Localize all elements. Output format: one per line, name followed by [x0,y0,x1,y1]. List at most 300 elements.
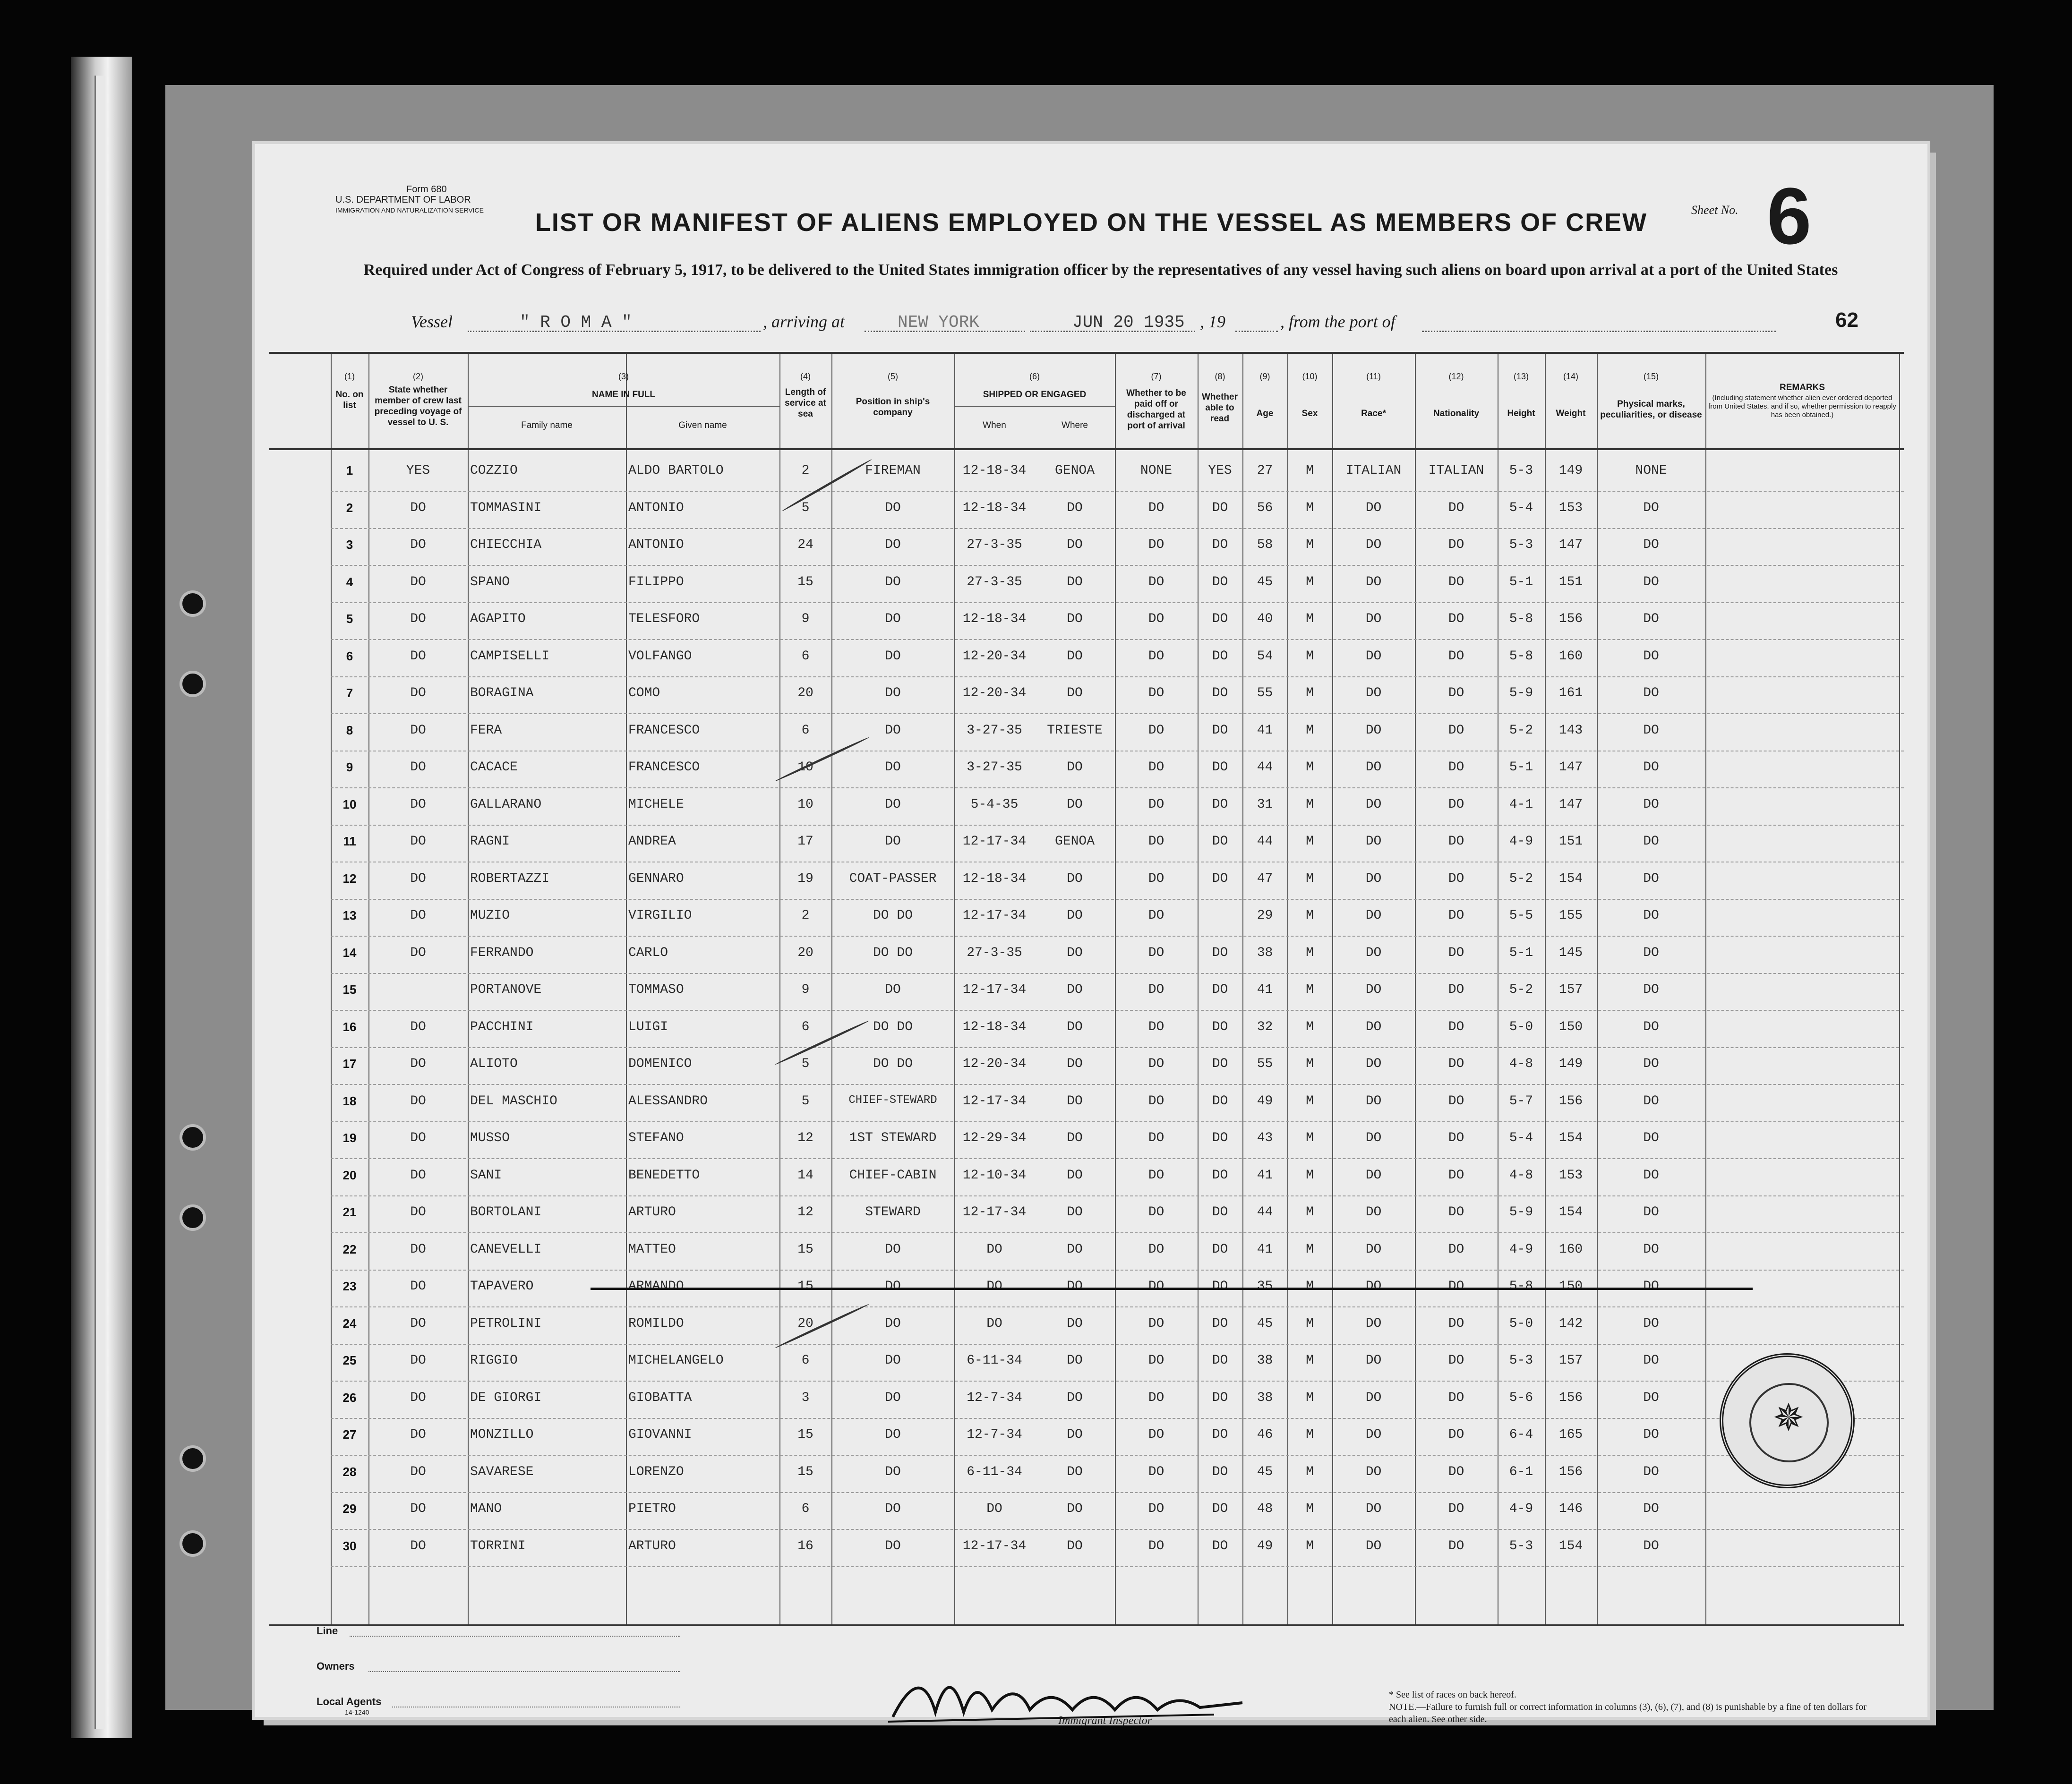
weight-cell: 153 [1558,500,1583,515]
position-cell: DO [885,1279,901,1294]
age-cell: 49 [1257,1093,1273,1109]
sheet-label: Sheet No. [1691,203,1738,217]
paid-off-cell: DO [1148,1390,1164,1405]
paid-off-cell: DO [1148,1093,1164,1109]
paid-off-cell: DO [1148,1019,1164,1034]
last-voyage-cell: DO [410,1242,426,1257]
physical-marks-cell: DO [1643,834,1659,849]
position-cell: DO [885,982,901,997]
paid-off-cell: DO [1148,686,1164,700]
row-rule [331,825,1904,826]
race-cell: DO [1365,1279,1382,1294]
physical-marks-cell: DO [1643,1316,1659,1331]
vessel-line [411,312,1852,340]
shipped-where-cell: DO [1067,871,1083,886]
shipped-when-cell: 12-20-34 [962,1057,1027,1071]
service-length-cell: 12 [797,1131,813,1145]
height-cell: 5-1 [1509,945,1533,960]
height-cell: 6-1 [1509,1464,1533,1479]
col3-header: NAME IN FULL [591,390,656,400]
sex-cell: M [1306,686,1314,700]
service-length-cell: 6 [801,723,810,738]
service-length-cell: 6 [801,1353,810,1368]
given-name-cell: ARMANDO [628,1279,684,1294]
paid-off-cell: DO [1148,1502,1164,1516]
row-rule [331,1381,1904,1382]
given-name-cell: ANDREA [628,834,676,849]
line-label: Line [317,1625,338,1637]
service-length-cell: 16 [797,1538,813,1554]
last-voyage-cell: DO [410,1019,426,1034]
family-name-cell: MUZIO [470,908,510,923]
row-rule [331,491,1904,492]
position-cell: DO [885,612,901,626]
nationality-cell: DO [1448,1279,1464,1294]
physical-marks-cell: DO [1643,1538,1659,1554]
last-voyage-cell: DO [410,1279,426,1294]
service-length-cell: 15 [797,1279,813,1294]
physical-marks-cell: DO [1643,1205,1659,1220]
last-voyage-cell: DO [410,797,426,812]
weight-cell: 165 [1558,1427,1583,1442]
nationality-cell: DO [1448,1390,1464,1405]
shipped-when-cell: 12-18-34 [962,612,1027,626]
service-length-cell: 5 [801,1093,810,1109]
height-cell: 5-8 [1509,649,1533,664]
shipped-when-cell: 12-17-34 [962,1093,1027,1109]
column-divider [626,354,627,1624]
shipped-where-cell: DO [1067,1427,1083,1442]
sex-cell: M [1306,612,1314,626]
position-cell: DO [885,1353,901,1368]
nationality-cell: DO [1448,1242,1464,1257]
position-cell: DO [885,1242,901,1257]
weight-cell: 161 [1558,686,1583,700]
shipped-where-cell: DO [1067,1538,1083,1554]
given-name-cell: FRANCESCO [628,723,700,738]
height-cell: 4-8 [1509,1168,1533,1183]
race-cell: DO [1365,574,1382,589]
position-cell: DO DO [873,1019,913,1034]
age-cell: 54 [1257,649,1273,664]
paid-off-cell: DO [1148,500,1164,515]
col4-header: Length of service at sea [785,387,826,419]
race-cell: DO [1365,1019,1382,1034]
shipped-where-cell: GENOA [1054,834,1095,849]
shipped-where-cell: DO [1067,1019,1083,1034]
col12-header: Nationality [1433,409,1480,418]
race-cell: DO [1365,1502,1382,1516]
shipped-when-cell: 27-3-35 [967,945,1022,960]
owners-label: Owners [317,1660,355,1672]
weight-cell: 145 [1558,945,1583,960]
shipped-where-cell: DO [1067,1131,1083,1145]
nationality-cell: DO [1448,1353,1464,1368]
physical-marks-cell: NONE [1635,463,1667,478]
arrival-date: JUN 20 1935 [1072,313,1185,332]
position-cell: DO [885,1390,901,1405]
row-rule [331,1232,1904,1233]
service-length-cell: 5 [801,1057,810,1071]
row-number: 24 [342,1316,357,1331]
shipped-when-cell: 12-7-34 [967,1427,1022,1442]
eagle-icon: ✵ [1772,1398,1805,1439]
last-voyage-cell: DO [410,1168,426,1183]
department-name: U.S. DEPARTMENT OF LABOR [335,195,471,205]
sex-cell: M [1306,1316,1314,1331]
age-cell: 41 [1257,1242,1273,1257]
given-name-cell: CARLO [628,945,668,960]
shipped-where-cell: DO [1067,908,1083,923]
row-rule [331,1344,1904,1345]
row-rule [331,1418,1904,1419]
shipped-where-cell: DO [1067,945,1083,960]
age-cell: 45 [1257,1316,1273,1331]
row-rule [331,1121,1904,1122]
line-underline [350,1636,680,1637]
position-cell: DO [885,686,901,700]
col13-number: (13) [1513,372,1529,381]
row-rule [331,639,1904,640]
family-name-cell: TAPAVERO [470,1279,534,1294]
col9-header: Age [1256,409,1274,418]
physical-marks-cell: DO [1643,500,1659,515]
family-name-cell: ROBERTAZZI [470,871,550,886]
sex-cell: M [1306,649,1314,664]
family-name-cell: AGAPITO [470,612,526,626]
row-number: 5 [346,612,353,626]
paid-off-cell: DO [1148,982,1164,997]
shipped-where-cell: DO [1067,686,1083,700]
row-rule [331,1047,1904,1048]
punch-hole [180,1204,206,1231]
race-cell: ITALIAN [1345,463,1402,478]
weight-cell: 155 [1558,908,1583,923]
nationality-cell: DO [1448,723,1464,738]
last-voyage-cell: DO [410,574,426,589]
sex-cell: M [1306,1242,1314,1257]
last-voyage-cell: DO [410,1538,426,1554]
physical-marks-cell: DO [1643,760,1659,775]
age-cell: 41 [1257,1168,1273,1183]
physical-marks-cell: DO [1643,574,1659,589]
family-name-cell: FERRANDO [470,945,534,960]
shipped-where-cell: DO [1067,1279,1083,1294]
able-to-read-cell: DO [1212,1502,1228,1516]
paid-off-cell: DO [1148,1279,1164,1294]
sex-cell: M [1306,1538,1314,1554]
position-cell: DO [885,760,901,775]
sex-cell: M [1306,834,1314,849]
race-cell: DO [1365,1242,1382,1257]
physical-marks-cell: DO [1643,1093,1659,1109]
sex-cell: M [1306,1427,1314,1442]
given-name-cell: COMO [628,686,660,700]
row-number: 21 [342,1205,357,1219]
physical-marks-cell: DO [1643,1390,1659,1405]
punch-hole [180,1445,206,1472]
weight-cell: 147 [1558,538,1583,552]
able-to-read-cell: DO [1212,723,1228,738]
vessel-label: Vessel [411,312,453,331]
row-rule [331,1195,1904,1196]
paid-off-cell: DO [1148,834,1164,849]
last-voyage-cell: DO [410,1464,426,1479]
paid-off-cell: DO [1148,1131,1164,1145]
row-number: 9 [346,760,353,774]
physical-marks-cell: DO [1643,1242,1659,1257]
race-cell: DO [1365,686,1382,700]
height-cell: 5-8 [1509,612,1533,626]
shipped-when-cell: DO [986,1279,1002,1294]
family-name-cell: RAGNI [470,834,510,849]
age-cell: 41 [1257,723,1273,738]
race-cell: DO [1365,1427,1382,1442]
punch-hole [180,1530,206,1557]
position-cell: DO [885,1316,901,1331]
arriving-label: , arriving at [763,312,845,331]
last-voyage-cell: DO [410,1093,426,1109]
nationality-cell: DO [1448,760,1464,775]
shipped-when-cell: 12-20-34 [962,649,1027,664]
physical-marks-cell: DO [1643,908,1659,923]
row-number: 3 [346,538,353,552]
row-rule [331,528,1904,529]
row-rule [331,1158,1904,1159]
last-voyage-cell: DO [410,612,426,626]
shipped-where-cell: DO [1067,1057,1083,1071]
service-length-cell: 5 [801,500,810,515]
row-number: 13 [342,908,357,922]
race-cell: DO [1365,1093,1382,1109]
row-number: 8 [346,723,353,737]
physical-marks-cell: DO [1643,1427,1659,1442]
shipped-where-cell: DO [1067,1205,1083,1220]
paid-off-cell: DO [1148,538,1164,552]
arriving-port: NEW YORK [898,313,979,332]
col15-header: Physical marks, peculiarities, or disease [1600,399,1702,420]
weight-cell: 160 [1558,649,1583,664]
sex-cell: M [1306,1057,1314,1071]
height-cell: 5-8 [1509,1279,1533,1294]
given-name-cell: ARTURO [628,1538,676,1554]
height-cell: 5-6 [1509,1390,1533,1405]
physical-marks-cell: DO [1643,797,1659,812]
last-voyage-cell: DO [410,649,426,664]
height-cell: 4-9 [1509,834,1533,849]
age-cell: 29 [1257,908,1273,923]
nationality-cell: DO [1448,1464,1464,1479]
service-length-cell: 12 [797,1205,813,1220]
weight-cell: 154 [1558,1205,1583,1220]
nationality-cell: DO [1448,797,1464,812]
shipped-where-cell: DO [1067,1168,1083,1183]
sex-cell: M [1306,1131,1314,1145]
row-number: 26 [342,1390,357,1405]
service-length-cell: 10 [797,760,813,775]
row-number: 30 [342,1538,357,1553]
height-cell: 5-4 [1509,1131,1533,1145]
age-cell: 49 [1257,1538,1273,1554]
shipped-when-cell: 12-18-34 [962,500,1027,515]
height-cell: 5-0 [1509,1019,1533,1034]
given-name-cell: ANTONIO [628,538,684,552]
weight-cell: 149 [1558,463,1583,478]
shipped-where-cell: DO [1067,1093,1083,1109]
given-name-cell: ARTURO [628,1205,676,1220]
family-name-cell: MONZILLO [470,1427,534,1442]
row-rule [331,1492,1904,1493]
last-voyage-cell: DO [410,1390,426,1405]
height-cell: 5-2 [1509,723,1533,738]
position-cell: DO [885,1464,901,1479]
nationality-cell: DO [1448,612,1464,626]
given-name-header: Given name [678,420,727,430]
row-rule [331,1529,1904,1530]
service-length-cell: 6 [801,1502,810,1516]
col12-number: (12) [1448,372,1464,381]
paid-off-cell: DO [1148,797,1164,812]
row-number: 25 [342,1353,357,1367]
family-name-cell: BORAGINA [470,686,534,700]
nationality-cell: DO [1448,834,1464,849]
col9-number: (9) [1259,372,1270,381]
service-length-cell: 15 [797,1464,813,1479]
service-length-cell: 24 [797,538,813,552]
service-length-cell: 19 [797,871,813,886]
position-cell: DO [885,1538,901,1554]
position-cell: DO [885,1502,901,1516]
when-header: When [983,420,1006,430]
col11-header: Race* [1361,409,1386,418]
punch-hole [180,671,206,697]
family-name-cell: FERA [470,723,502,738]
nationality-cell: DO [1448,908,1464,923]
sex-cell: M [1306,538,1314,552]
shipped-where-cell: DO [1067,1502,1083,1516]
position-cell: DO [885,538,901,552]
paid-off-cell: DO [1148,1353,1164,1368]
row-number: 17 [342,1057,357,1071]
family-name-cell: RIGGIO [470,1353,518,1368]
position-cell: DO [885,500,901,515]
age-cell: 35 [1257,1279,1273,1294]
row-rule [331,1455,1904,1456]
name-subheader-rule [468,406,779,407]
col10-header: Sex [1301,409,1318,418]
given-name-cell: MICHELANGELO [628,1353,724,1368]
family-name-cell: ALIOTO [470,1057,518,1071]
service-length-cell: 9 [801,982,810,997]
able-to-read-cell: DO [1212,1019,1228,1034]
race-cell: DO [1365,723,1382,738]
age-cell: 55 [1257,686,1273,700]
shipped-where-cell: DO [1067,1390,1083,1405]
last-voyage-cell: DO [410,1057,426,1071]
weight-cell: 149 [1558,1057,1583,1071]
service-length-cell: 15 [797,574,813,589]
service-length-cell: 17 [797,834,813,849]
weight-cell: 142 [1558,1316,1583,1331]
sex-cell: M [1306,463,1314,478]
last-voyage-cell: DO [410,908,426,923]
col2-number: (2) [413,372,423,381]
family-name-cell: TORRINI [470,1538,526,1554]
race-cell: DO [1365,1538,1382,1554]
column-divider [1899,354,1900,1624]
sex-cell: M [1306,1168,1314,1183]
physical-marks-cell: DO [1643,1353,1659,1368]
able-to-read-cell: DO [1212,797,1228,812]
row-number: 19 [342,1131,357,1145]
family-name-cell: CAMPISELLI [470,649,550,664]
service-length-cell: 20 [797,1316,813,1331]
position-cell: DO [885,1427,901,1442]
last-voyage-cell: DO [410,1353,426,1368]
paid-off-cell: DO [1148,1168,1164,1183]
age-cell: 45 [1257,574,1273,589]
age-cell: 38 [1257,945,1273,960]
family-name-cell: SANI [470,1168,502,1183]
race-cell: DO [1365,649,1382,664]
age-cell: 43 [1257,1131,1273,1145]
col7-header: Whether to be paid off or discharged at port of arrival [1126,388,1186,431]
inspector-caption: Immigrant Inspector [1058,1715,1152,1727]
nationality-cell: DO [1448,686,1464,700]
service-length-cell: 15 [797,1427,813,1442]
col4-number: (4) [800,372,811,381]
height-cell: 5-1 [1509,574,1533,589]
nationality-cell: DO [1448,1205,1464,1220]
agents-code: 14-1240 [345,1708,369,1716]
nationality-cell: DO [1448,1316,1464,1331]
height-cell: 6-4 [1509,1427,1533,1442]
last-voyage-cell: DO [410,686,426,700]
shipped-where-cell: DO [1067,1316,1083,1331]
row-number: 14 [342,945,357,960]
race-cell: DO [1365,1316,1382,1331]
given-name-cell: PIETRO [628,1502,676,1516]
race-cell: DO [1365,834,1382,849]
weight-cell: 151 [1558,574,1583,589]
row-number: 15 [342,982,357,997]
from-underline [1422,331,1776,332]
age-cell: 46 [1257,1427,1273,1442]
consular-seal [1720,1353,1855,1488]
footer-notes [1389,1689,1885,1725]
shipped-when-cell: DO [986,1242,1002,1257]
able-to-read-cell: DO [1212,1242,1228,1257]
family-name-cell: PACCHINI [470,1019,534,1034]
race-cell: DO [1365,1168,1382,1183]
position-cell: FIREMAN [865,463,921,478]
physical-marks-cell: DO [1643,612,1659,626]
shipped-when-cell: 3-27-35 [967,723,1022,738]
age-cell: 32 [1257,1019,1273,1034]
shipped-when-cell: 12-17-34 [962,1205,1027,1220]
race-cell: DO [1365,871,1382,886]
position-cell: 1ST STEWARD [849,1131,937,1145]
position-cell: DO [885,797,901,812]
given-name-cell: VOLFANGO [628,649,692,664]
height-cell: 4-8 [1509,1057,1533,1071]
sex-cell: M [1306,574,1314,589]
nationality-cell: DO [1448,500,1464,515]
race-cell: DO [1365,500,1382,515]
punch-hole [180,1124,206,1151]
position-cell: DO [885,649,901,664]
family-name-cell: CHIECCHIA [470,538,542,552]
